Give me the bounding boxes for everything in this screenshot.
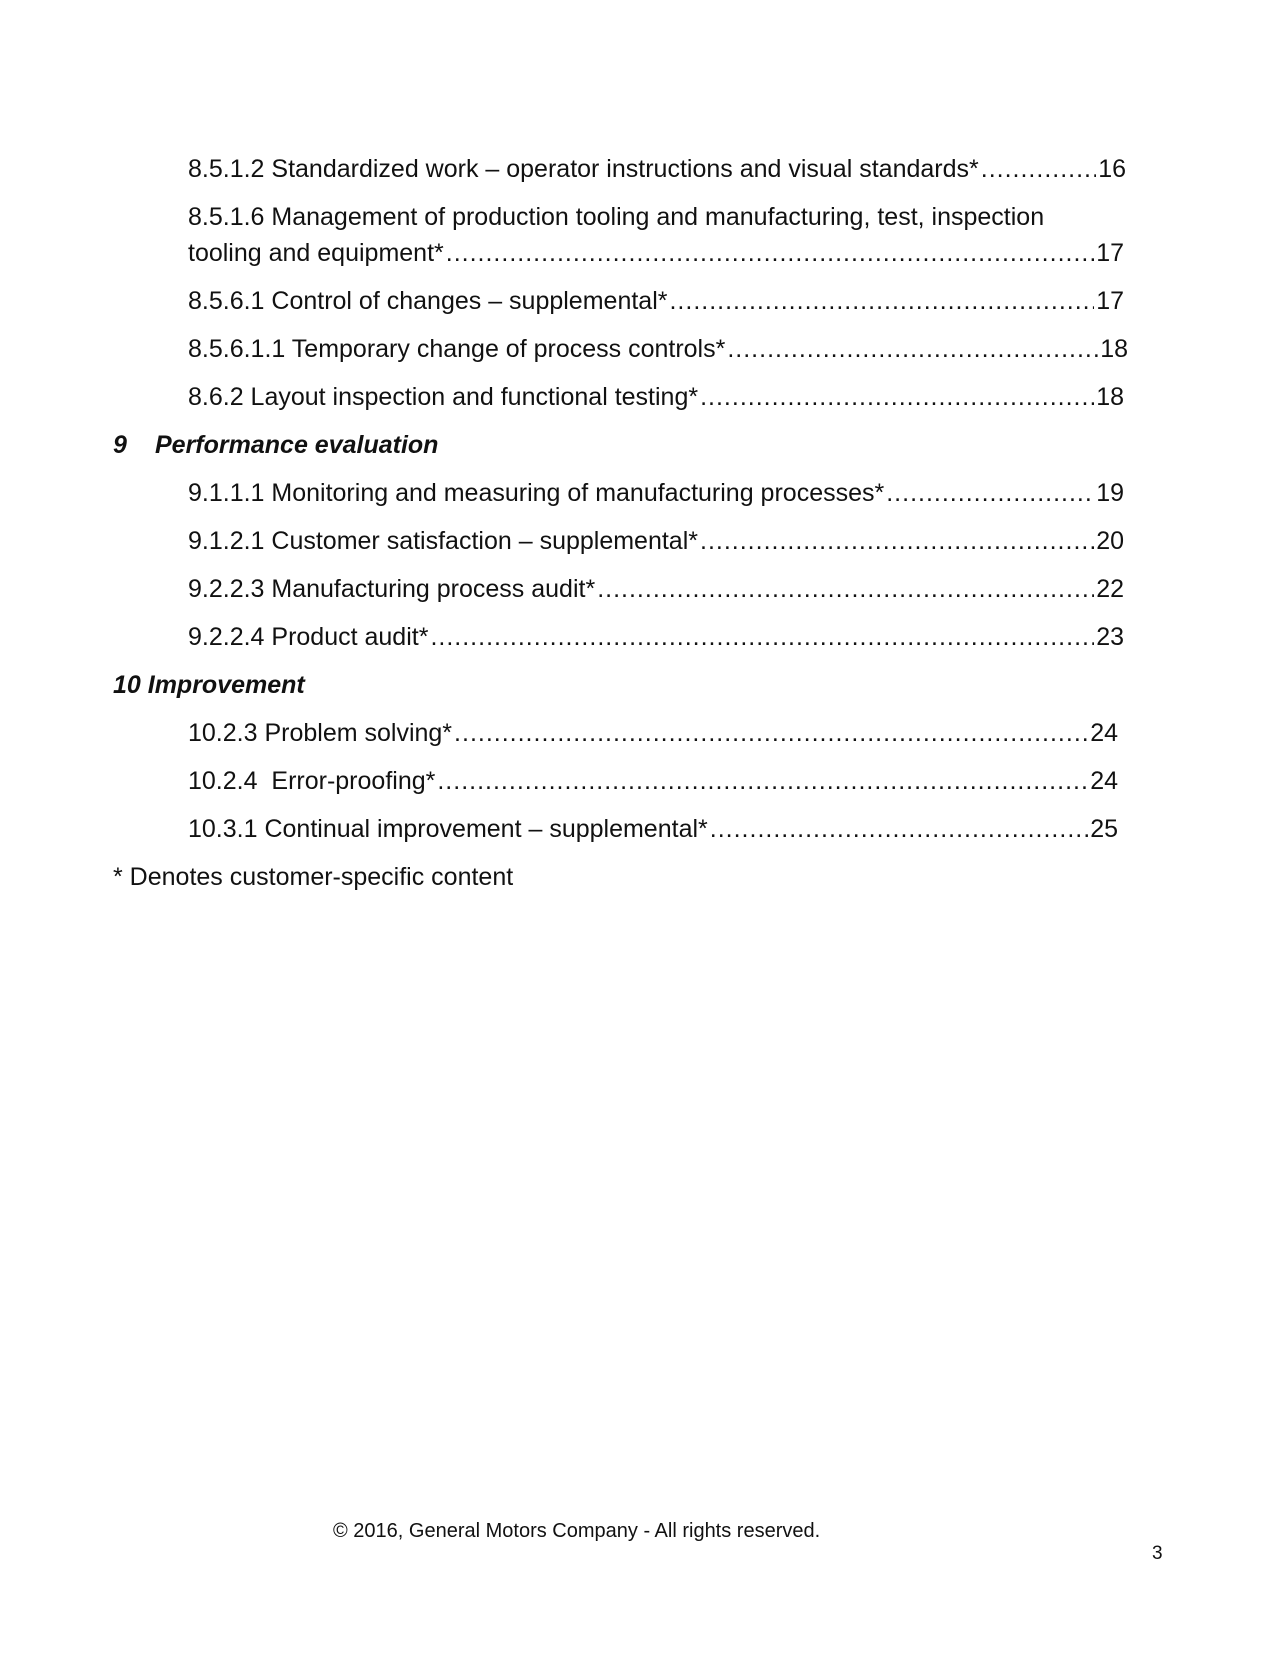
section-title: 10 Improvement bbox=[113, 671, 305, 699]
toc-entry-title: 8.5.6.1.1 Temporary change of process controls* bbox=[188, 335, 726, 363]
toc-entry-title: 10.3.1 Continual improvement – supplemental* bbox=[188, 815, 708, 843]
toc-entry-title: tooling and equipment* bbox=[188, 239, 444, 267]
toc-entry-page: 18 bbox=[1100, 335, 1128, 363]
toc-entry-title: 8.6.2 Layout inspection and functional testing* bbox=[188, 383, 699, 411]
toc-entry-title: 8.5.1.6 Management of production tooling and manufacturing, test, inspection bbox=[188, 203, 1045, 231]
toc-entry-page: 23 bbox=[1096, 623, 1124, 651]
toc-dot-leader bbox=[597, 572, 1094, 606]
footnote-customer-specific: * Denotes customer-specific content bbox=[113, 863, 514, 891]
toc-entry-page: 25 bbox=[1090, 815, 1118, 843]
toc-entry-page: 16 bbox=[1098, 155, 1126, 183]
toc-entry-title: 9.1.2.1 Customer satisfaction – supplemental* bbox=[188, 527, 698, 555]
toc-dot-leader bbox=[669, 284, 1094, 318]
toc-entry-page: 22 bbox=[1096, 575, 1124, 603]
toc-entry-page: 17 bbox=[1096, 239, 1124, 267]
toc-entry[interactable] bbox=[188, 476, 1124, 510]
toc-entry[interactable] bbox=[188, 380, 1124, 414]
section-title: Performance evaluation bbox=[155, 431, 439, 459]
toc-entry-page: 20 bbox=[1096, 527, 1124, 555]
toc-dot-leader bbox=[454, 716, 1088, 750]
page-number: 3 bbox=[1152, 1543, 1163, 1564]
toc-entry[interactable] bbox=[188, 524, 1124, 558]
toc-dot-leader bbox=[710, 812, 1088, 846]
toc-entry[interactable] bbox=[188, 284, 1124, 318]
toc-entry[interactable] bbox=[188, 152, 1126, 186]
toc-entry-title: 9.1.1.1 Monitoring and measuring of manufacturing processes* bbox=[188, 479, 885, 507]
toc-entry[interactable] bbox=[188, 572, 1124, 606]
toc-entry[interactable] bbox=[188, 812, 1118, 846]
section-heading-improvement[interactable] bbox=[113, 668, 305, 702]
toc-entry-page: 17 bbox=[1096, 287, 1124, 315]
toc-dot-leader bbox=[430, 620, 1094, 654]
toc-entry-continuation[interactable] bbox=[188, 236, 1124, 270]
toc-entry-title: 9.2.2.3 Manufacturing process audit* bbox=[188, 575, 596, 603]
toc-entry[interactable] bbox=[188, 716, 1118, 750]
toc-entry-title: 10.2.4 Error-proofing* bbox=[188, 767, 436, 795]
toc-entry-title: 8.5.6.1 Control of changes – supplemental* bbox=[188, 287, 668, 315]
toc-entry-page: 19 bbox=[1096, 479, 1124, 507]
toc-dot-leader bbox=[700, 380, 1094, 414]
toc-entry-title: 9.2.2.4 Product audit* bbox=[188, 623, 429, 651]
section-heading-performance-evaluation[interactable] bbox=[113, 428, 438, 462]
toc-entry-first-line[interactable] bbox=[188, 200, 1044, 234]
toc-dot-leader bbox=[446, 236, 1094, 270]
section-number: 9 bbox=[113, 431, 127, 459]
toc-dot-leader bbox=[981, 152, 1096, 186]
toc-dot-leader bbox=[700, 524, 1094, 558]
toc-entry[interactable] bbox=[188, 332, 1128, 366]
toc-entry[interactable] bbox=[188, 620, 1124, 654]
toc-entry-page: 24 bbox=[1090, 767, 1118, 795]
toc-dot-leader bbox=[886, 476, 1094, 510]
toc-entry-page: 24 bbox=[1090, 719, 1118, 747]
toc-entry-page: 18 bbox=[1096, 383, 1124, 411]
toc-dot-leader bbox=[727, 332, 1098, 366]
toc-entry-title: 8.5.1.2 Standardized work – operator instructions and visual standards* bbox=[188, 155, 979, 183]
toc-dot-leader bbox=[437, 764, 1088, 798]
toc-entry-title: 10.2.3 Problem solving* bbox=[188, 719, 453, 747]
footer-copyright: © 2016, General Motors Company - All rights reserved. bbox=[333, 1520, 821, 1542]
toc-entry[interactable] bbox=[188, 764, 1118, 798]
